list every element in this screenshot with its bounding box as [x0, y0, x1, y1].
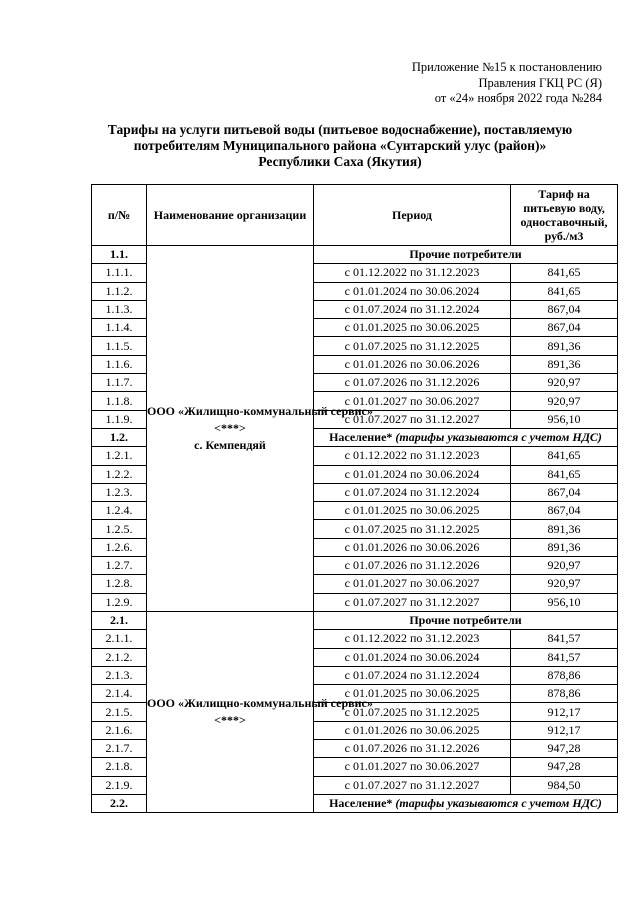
document-title	[60, 122, 620, 170]
row-number: 1.1.3.	[92, 300, 147, 318]
period-cell: с 01.07.2025 по 31.12.2025	[314, 703, 511, 721]
tariff-cell: 920,97	[511, 374, 618, 392]
table-row	[92, 611, 618, 629]
organization-line2: <***>	[214, 713, 246, 728]
period-cell: с 01.07.2024 по 31.12.2024	[314, 483, 511, 501]
header-num: п/№	[92, 185, 147, 246]
row-number: 2.1.7.	[92, 740, 147, 758]
period-cell: с 01.01.2027 по 30.06.2027	[314, 758, 511, 776]
tariff-cell: 867,04	[511, 300, 618, 318]
tariff-cell: 841,65	[511, 465, 618, 483]
period-cell: с 01.07.2024 по 31.12.2024	[314, 666, 511, 684]
tariff-cell: 912,17	[511, 703, 618, 721]
section-other-label: Прочие потребители	[409, 247, 522, 262]
section-population-note: (тарифы указываются с учетом НДС)	[395, 796, 602, 811]
row-number: 2.1.5.	[92, 703, 147, 721]
organization-line1: ООО «Жилищно-коммунальный сервис»	[147, 403, 373, 418]
row-number: 1.2.2.	[92, 465, 147, 483]
section-label	[314, 611, 618, 629]
row-number: 1.1.1.	[92, 264, 147, 282]
row-number: 1.2.4.	[92, 502, 147, 520]
row-number: 2.2.	[92, 794, 147, 812]
tariff-cell: 947,28	[511, 740, 618, 758]
header-tariff: Тариф на питьевую воду, одноставочный, руб./м3	[511, 185, 618, 246]
organization-line3: с. Кемпендяй	[194, 437, 266, 452]
title-line-2: потребителям Муниципального района «Сунтарский улус (район)»	[133, 138, 547, 153]
header-line-1: Приложение №15 к постановлению	[411, 60, 602, 74]
row-number: 2.1.4.	[92, 685, 147, 703]
header-org: Наименование организации	[147, 185, 314, 246]
tariff-cell: 891,36	[511, 538, 618, 556]
period-cell: с 01.07.2026 по 31.12.2026	[314, 740, 511, 758]
section-label	[314, 428, 618, 446]
period-cell: с 01.01.2025 по 30.06.2025	[314, 502, 511, 520]
tariff-cell: 891,36	[511, 337, 618, 355]
organization-line1: ООО «Жилищно-коммунальный сервис»	[147, 696, 373, 711]
row-number: 2.1.	[92, 611, 147, 629]
title-line-3: Республики Саха (Якутия)	[258, 154, 422, 169]
period-cell: с 01.12.2022 по 31.12.2023	[314, 447, 511, 465]
row-number: 1.2.8.	[92, 575, 147, 593]
period-cell: с 01.01.2026 по 30.06.2026	[314, 355, 511, 373]
section-population-label: Население*	[329, 796, 396, 811]
tariff-cell: 841,57	[511, 648, 618, 666]
section-label	[314, 246, 618, 264]
row-number: 2.1.9.	[92, 776, 147, 794]
row-number: 1.2.9.	[92, 593, 147, 611]
row-number: 1.1.5.	[92, 337, 147, 355]
tariff-cell: 878,86	[511, 666, 618, 684]
table-row	[92, 246, 618, 264]
row-number: 1.2.3.	[92, 483, 147, 501]
period-cell: с 01.07.2026 по 31.12.2026	[314, 374, 511, 392]
period-cell: с 01.01.2024 по 30.06.2024	[314, 648, 511, 666]
tariff-cell: 912,17	[511, 721, 618, 739]
row-number: 1.2.7.	[92, 557, 147, 575]
tariff-cell: 984,50	[511, 776, 618, 794]
tariff-cell: 867,04	[511, 502, 618, 520]
tariff-cell: 956,10	[511, 410, 618, 428]
section-population-label: Население*	[329, 430, 396, 445]
period-cell: с 01.01.2024 по 30.06.2024	[314, 282, 511, 300]
document-header	[412, 60, 602, 107]
tariff-table	[91, 184, 618, 813]
period-cell: с 01.12.2022 по 31.12.2023	[314, 630, 511, 648]
period-cell: с 01.01.2024 по 30.06.2024	[314, 465, 511, 483]
period-cell: с 01.07.2025 по 31.12.2025	[314, 520, 511, 538]
tariff-cell: 947,28	[511, 758, 618, 776]
tariff-cell: 920,97	[511, 575, 618, 593]
row-number: 1.2.1.	[92, 447, 147, 465]
period-cell: с 01.07.2027 по 31.12.2027	[314, 593, 511, 611]
tariff-cell: 891,36	[511, 520, 618, 538]
row-number: 1.1.	[92, 246, 147, 264]
tariff-cell: 956,10	[511, 593, 618, 611]
period-cell: с 01.12.2022 по 31.12.2023	[314, 264, 511, 282]
row-number: 2.1.8.	[92, 758, 147, 776]
period-cell: с 01.07.2024 по 31.12.2024	[314, 300, 511, 318]
period-cell: с 01.01.2025 по 30.06.2025	[314, 685, 511, 703]
row-number: 2.1.1.	[92, 630, 147, 648]
row-number: 1.1.4.	[92, 319, 147, 337]
header-line-3: от «24» ноября 2022 года №284	[434, 91, 602, 105]
row-number: 2.1.2.	[92, 648, 147, 666]
row-number: 1.2.5.	[92, 520, 147, 538]
period-cell: с 01.07.2025 по 31.12.2025	[314, 337, 511, 355]
table-header-row	[92, 185, 618, 246]
period-cell: с 01.07.2027 по 31.12.2027	[314, 410, 511, 428]
period-cell: с 01.01.2027 по 30.06.2027	[314, 575, 511, 593]
row-number: 1.1.8.	[92, 392, 147, 410]
period-cell: с 01.07.2027 по 31.12.2027	[314, 776, 511, 794]
tariff-cell: 841,65	[511, 282, 618, 300]
period-cell: с 01.01.2027 по 30.06.2027	[314, 392, 511, 410]
header-line-2: Правления ГКЦ РС (Я)	[478, 75, 602, 90]
tariff-cell: 891,36	[511, 355, 618, 373]
tariff-cell: 920,97	[511, 557, 618, 575]
tariff-cell: 867,04	[511, 319, 618, 337]
header-period: Период	[314, 185, 511, 246]
row-number: 1.2.6.	[92, 538, 147, 556]
tariff-cell: 841,65	[511, 447, 618, 465]
section-label	[314, 794, 618, 812]
row-number: 2.1.3.	[92, 666, 147, 684]
tariff-cell: 841,57	[511, 630, 618, 648]
title-line-1: Тарифы на услуги питьевой воды (питьевое водоснабжение), поставляемую	[107, 122, 573, 137]
tariff-cell: 878,86	[511, 685, 618, 703]
tariff-cell: 920,97	[511, 392, 618, 410]
row-number: 1.2.	[92, 428, 147, 446]
tariff-cell: 867,04	[511, 483, 618, 501]
period-cell: с 01.01.2025 по 30.06.2025	[314, 319, 511, 337]
row-number: 1.1.9.	[92, 410, 147, 428]
section-population-note: (тарифы указываются с учетом НДС)	[395, 430, 602, 445]
row-number: 1.1.7.	[92, 374, 147, 392]
table-body	[92, 246, 618, 813]
row-number: 2.1.6.	[92, 721, 147, 739]
organization-line2: <***>	[214, 420, 246, 435]
section-other-label: Прочие потребители	[409, 613, 522, 628]
period-cell: с 01.07.2026 по 31.12.2026	[314, 557, 511, 575]
row-number: 1.1.2.	[92, 282, 147, 300]
period-cell: с 01.01.2026 по 30.06.2025	[314, 721, 511, 739]
period-cell: с 01.01.2026 по 30.06.2026	[314, 538, 511, 556]
tariff-cell: 841,65	[511, 264, 618, 282]
row-number: 1.1.6.	[92, 355, 147, 373]
